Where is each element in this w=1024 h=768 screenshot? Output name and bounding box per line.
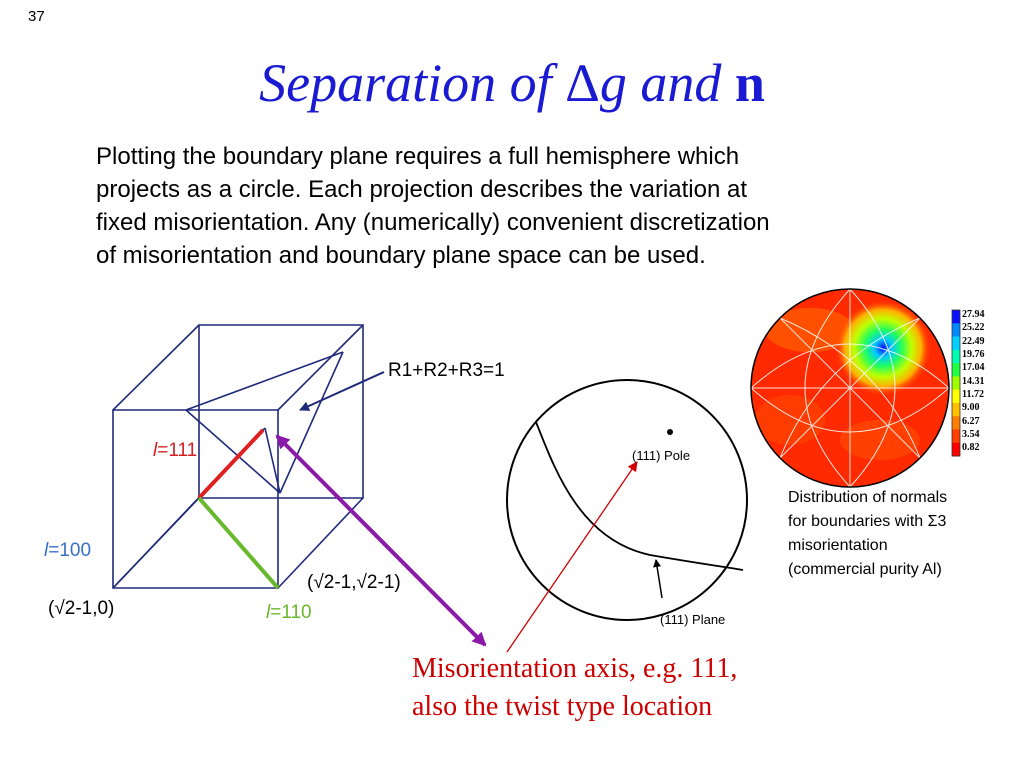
- misorientation-line: Misorientation axis, e.g. 111,: [412, 653, 738, 684]
- colorbar-swatch: [952, 323, 960, 337]
- colorbar-swatch: [952, 443, 960, 457]
- title-delta: Δ: [565, 53, 600, 113]
- colorbar-swatch: [952, 350, 960, 364]
- body-line: projects as a circle. Each projection describes the variation at: [96, 176, 747, 203]
- colorbar-swatch: [952, 429, 960, 443]
- misorientation-line: also the twist type location: [412, 691, 713, 722]
- label-plane: (111) Plane: [660, 612, 726, 627]
- colorbar-swatch: [952, 403, 960, 417]
- label-l110-prefix: l: [266, 602, 271, 623]
- colorbar-swatch: [952, 310, 960, 324]
- colorbar-swatch: [952, 376, 960, 390]
- colorbar-swatch: [952, 416, 960, 430]
- caption-line: Distribution of normals: [788, 489, 948, 506]
- colorbar-value: 19.76: [962, 349, 985, 360]
- colorbar-value: 11.72: [962, 389, 984, 400]
- line-111: [199, 430, 263, 498]
- label-l100: [44, 540, 91, 562]
- colorbar-value: 9.00: [962, 402, 980, 413]
- label-r-sum: R1+R2+R3=1: [388, 360, 505, 381]
- colorbar-value: 27.94: [962, 309, 985, 320]
- line-110: [199, 498, 278, 588]
- colorbar-value: 6.27: [962, 416, 980, 427]
- label-pole: (111) Pole: [632, 448, 691, 463]
- caption-line: for boundaries with Σ3: [788, 513, 947, 530]
- colorbar-value: 0.82: [962, 442, 980, 453]
- stereographic-projection: [507, 380, 747, 620]
- label-l110: [266, 602, 312, 624]
- label-l111-value: =111: [157, 440, 198, 461]
- pole-dot: [667, 429, 673, 435]
- normal-distribution-sphere: [751, 289, 949, 487]
- body-line: Plotting the boundary plane requires a full hemisphere which: [96, 143, 740, 170]
- label-l100-value: =100: [48, 540, 92, 561]
- arrow-r-sum: [300, 372, 384, 410]
- colorbar: [952, 310, 960, 457]
- label-coord-a: (√2-1,0): [48, 598, 115, 619]
- colorbar-swatch: [952, 390, 960, 404]
- label-l110-value: =110: [270, 602, 312, 623]
- colorbar-swatch: [952, 363, 960, 377]
- arrow-to-pole: [507, 462, 637, 652]
- misorientation-note: [412, 650, 737, 726]
- caption-line: (commercial purity Al): [788, 561, 942, 578]
- body-line: of misorientation and boundary plane space can be used.: [96, 242, 706, 269]
- colorbar-value: 22.49: [962, 336, 985, 347]
- title-part2: g and: [599, 53, 735, 113]
- colorbar-swatch: [952, 337, 960, 351]
- label-l100-prefix: l: [44, 540, 49, 561]
- label-l111-prefix: l: [153, 440, 158, 461]
- title-bold-n: n: [734, 53, 765, 113]
- caption-line: misorientation: [788, 537, 888, 554]
- label-l111: [153, 440, 197, 462]
- slide-number: 37: [28, 8, 45, 25]
- colorbar-value: 3.54: [962, 429, 980, 440]
- title-part1: Separation of: [259, 53, 566, 113]
- plane-pointer: [656, 560, 662, 598]
- colorbar-value: 25.22: [962, 322, 985, 333]
- label-coord-b: (√2-1,√2-1): [307, 572, 401, 593]
- colorbar-value: 14.31: [962, 376, 985, 387]
- sphere-caption: [788, 486, 1003, 582]
- colorbar-value: 17.04: [962, 362, 985, 373]
- body-line: fixed misorientation. Any (numerically) convenient discretization: [96, 209, 770, 236]
